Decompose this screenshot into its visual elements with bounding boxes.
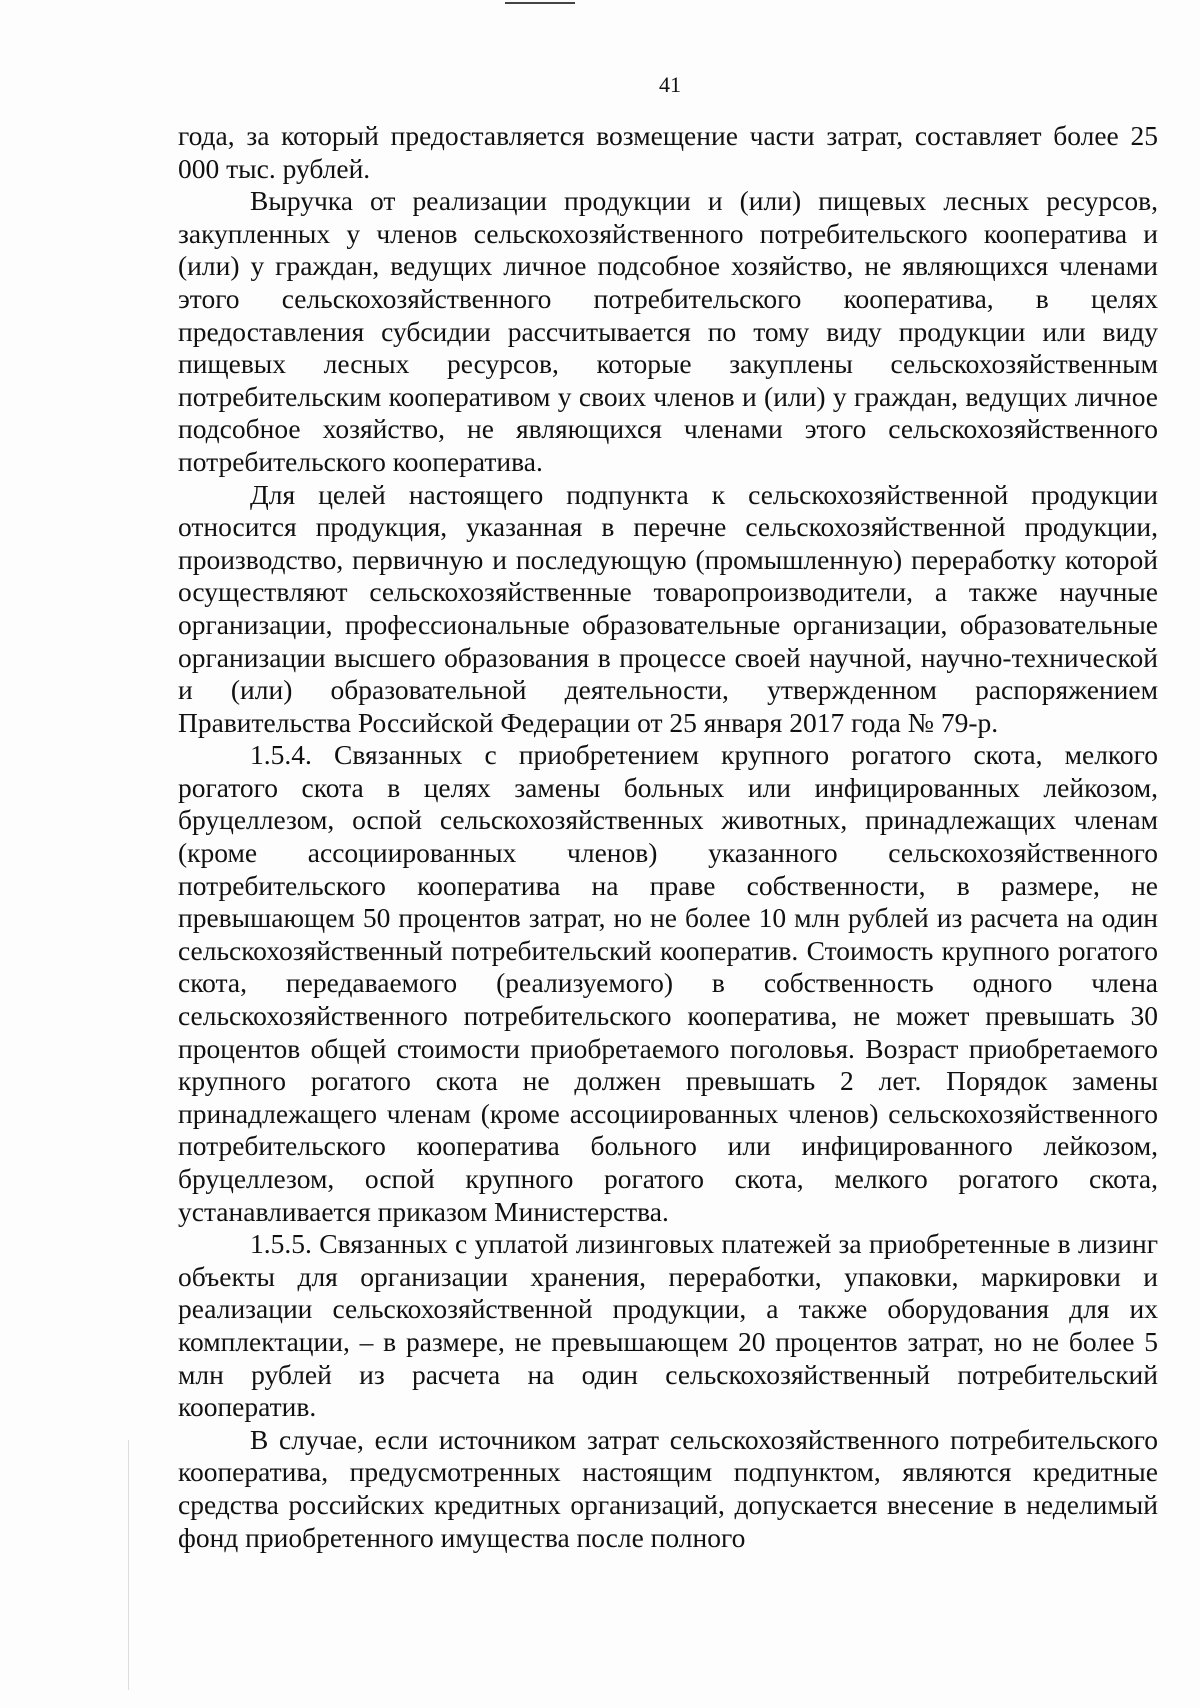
page-number: 41 <box>659 72 681 97</box>
paragraph-definition: Для целей настоящего подпункта к сельскохозяйственной продукции относится продукция, указанная в перечне сельскохозяйственной продукции, производство, первичную и последующую (промышленную) переработку которой осуществляют сельскохозяйственные товаропроизводители, а также научные организации, профессиональные образовательные организации, образовательные организации высшего образования в процессе своей научной, научно-технической и (или) образовательной деятельности, утвержденном распоряжением Правительства Российской Федерации от 25 января 2017 года № 79-р. <box>178 478 1158 738</box>
paragraph-1-5-5: 1.5.5. Связанных с уплатой лизинговых платежей за приобретенные в лизинг объекты для организации хранения, переработки, упаковки, маркировки и реализации сельскохозяйственной продукции, а также оборудования для их комплектации, – в размере, не превышающем 20 процентов затрат, но не более 5 млн рублей из расчета на один сельскохозяйственный потребительский кооператив. <box>178 1228 1158 1423</box>
paragraph-revenue: Выручка от реализации продукции и (или) пищевых лесных ресурсов, закупленных у членов сельскохозяйственного потребительского кооператива и (или) у граждан, ведущих личное подсобное хозяйство, не являющихся членами этого сельскохозяйственного потребительского кооператива, в целях предоставления субсидии рассчитывается по тому виду продукции или виду пищевых лесных ресурсов, которые закуплены сельскохозяйственным потребительским кооперативом у своих членов и (или) у граждан, ведущих личное подсобное хозяйство, не являющихся членами этого сельскохозяйственного потребительского кооператива. <box>178 185 1158 477</box>
paragraph-credit-case: В случае, если источником затрат сельскохозяйственного потребительского кооператива, предусмотренных настоящим подпунктом, являются кредитные средства российских кредитных организаций, допускается внесение в неделимый фонд приобретенного имущества после полного <box>178 1423 1158 1553</box>
paragraph-continuation: года, за который предоставляется возмещение части затрат, составляет более 25 000 тыс. рублей. <box>178 120 1158 184</box>
scan-top-mark <box>505 2 575 4</box>
paragraph-1-5-4: 1.5.4. Связанных с приобретением крупного рогатого скота, мелкого рогатого скота в целях замены больных или инфицированных лейкозом, бруцеллезом, оспой сельскохозяйственных животных, принадлежащих членам (кроме ассоциированных членов) указанного сельскохозяйственного потребительского кооператива на праве собственности, в размере, не превышающем 50 процентов затрат, но не более 10 млн рублей из расчета на один сельскохозяйственный потребительский кооператив. Стоимость крупного рогатого скота, передаваемого (реализуемого) в собственность одного члена сельскохозяйственного потребительского кооператива, не может превышать 30 процентов общей стоимости приобретаемого поголовья. Возраст приобретаемого крупного рогатого скота не должен превышать 2 лет. Порядок замены принадлежащего членам (кроме ассоциированных членов) сельскохозяйственного потребительского кооператива больного или инфицированного лейкозом, бруцеллезом, оспой крупного рогатого скота, мелкого рогатого скота, устанавливается приказом Министерства. <box>178 739 1158 1227</box>
document-body <box>178 120 1158 1554</box>
scan-edge-line <box>128 1440 129 1690</box>
